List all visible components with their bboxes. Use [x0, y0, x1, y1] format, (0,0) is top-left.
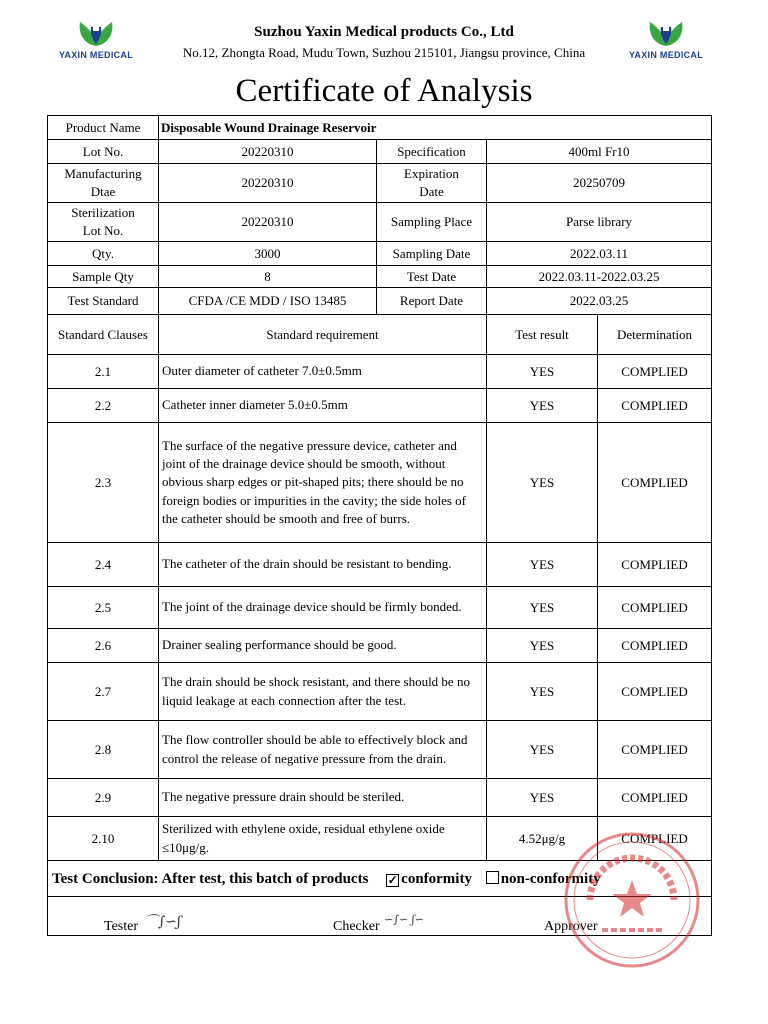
test-standard-label: Test Standard	[48, 288, 159, 315]
test-result: YES	[487, 389, 598, 423]
test-clause: 2.1	[48, 355, 159, 389]
test-standard-value: CFDA /CE MDD / ISO 13485	[159, 288, 377, 315]
sample-qty-value: 8	[159, 266, 377, 288]
report-date-value: 2022.03.25	[487, 288, 712, 315]
approver-label: Approver	[544, 919, 598, 934]
test-result: YES	[487, 779, 598, 817]
logo-text: YAXIN MEDICAL	[58, 50, 134, 60]
specification-value: 400ml Fr10	[487, 140, 712, 164]
col-header-requirement: Standard requirement	[159, 315, 487, 355]
checker-label: Checker	[333, 919, 380, 934]
tester-label: Tester	[104, 919, 139, 934]
test-determination: COMPLIED	[598, 355, 712, 389]
steril-lot-value: 20220310	[159, 203, 377, 242]
table-row	[48, 587, 712, 629]
lot-no-label: Lot No.	[48, 140, 159, 164]
info-row-product	[48, 116, 712, 140]
conclusion-row	[48, 861, 712, 897]
table-row	[48, 423, 712, 543]
test-requirement: The joint of the drainage device should be firmly bonded.	[159, 587, 487, 629]
test-determination: COMPLIED	[598, 543, 712, 587]
col-header-clause: Standard Clauses	[48, 315, 159, 355]
conformity-checkbox[interactable]: ✓	[387, 872, 398, 887]
test-determination: COMPLIED	[598, 587, 712, 629]
test-requirement: Catheter inner diameter 5.0±0.5mm	[159, 389, 487, 423]
col-header-result: Test result	[487, 315, 598, 355]
col-header-determination: Determination	[598, 315, 712, 355]
document-title: Certificate of Analysis	[235, 73, 533, 109]
conclusion-text: Test Conclusion: After test, this batch of products	[52, 870, 369, 887]
test-result: YES	[487, 355, 598, 389]
test-requirement: The surface of the negative pressure device, catheter and joint of the drainage device should be smooth, without obvious sharp edges or pit-shaped pits; there should be no foreign bodies or impurities in the cavity; the side holes of the catheter should be smooth and free of burrs.	[159, 423, 487, 543]
info-row-sample-qty	[48, 266, 712, 288]
test-determination: COMPLIED	[598, 779, 712, 817]
test-determination: COMPLIED	[598, 721, 712, 779]
info-row-qty	[48, 242, 712, 266]
signature-row	[48, 897, 712, 936]
test-clause: 2.3	[48, 423, 159, 543]
steril-lot-label: Sterilization Lot No.	[48, 203, 159, 242]
product-name-label: Product Name	[48, 116, 159, 140]
table-row	[48, 779, 712, 817]
test-date-value: 2022.03.11-2022.03.25	[487, 266, 712, 288]
conformity-label: conformity	[401, 870, 472, 887]
qty-label: Qty.	[48, 242, 159, 266]
sampling-date-value: 2022.03.11	[487, 242, 712, 266]
sampling-place-label: Sampling Place	[377, 203, 487, 242]
info-row-lot	[48, 140, 712, 164]
test-determination: COMPLIED	[598, 423, 712, 543]
test-requirement: The negative pressure drain should be steriled.	[159, 779, 487, 817]
exp-date-label: Expiration Date	[377, 164, 487, 203]
table-row	[48, 721, 712, 779]
mfg-date-value: 20220310	[159, 164, 377, 203]
test-result: YES	[487, 543, 598, 587]
exp-date-value: 20250709	[487, 164, 712, 203]
signature-area	[48, 897, 712, 936]
certificate-table	[47, 115, 712, 936]
table-row	[48, 389, 712, 423]
test-result: YES	[487, 587, 598, 629]
test-determination: COMPLIED	[598, 663, 712, 721]
sampling-date-label: Sampling Date	[377, 242, 487, 266]
sampling-place-value: Parse library	[487, 203, 712, 242]
test-clause: 2.5	[48, 587, 159, 629]
qty-value: 3000	[159, 242, 377, 266]
table-row	[48, 817, 712, 861]
product-name-value: Disposable Wound Drainage Reservoir	[159, 116, 712, 140]
test-clause: 2.10	[48, 817, 159, 861]
table-row	[48, 543, 712, 587]
test-determination: COMPLIED	[598, 817, 712, 861]
test-requirement: Outer diameter of catheter 7.0±0.5mm	[159, 355, 487, 389]
test-determination: COMPLIED	[598, 389, 712, 423]
info-row-dates	[48, 164, 712, 203]
test-requirement: Sterilized with ethylene oxide, residual ethylene oxide ≤10μg/g.	[159, 817, 487, 861]
specification-label: Specification	[377, 140, 487, 164]
test-clause: 2.4	[48, 543, 159, 587]
test-result: YES	[487, 629, 598, 663]
test-result: YES	[487, 721, 598, 779]
table-row	[48, 355, 712, 389]
tester-signature-icon: ⌒∫∽ʃ	[144, 914, 181, 930]
test-result: 4.52μg/g	[487, 817, 598, 861]
mfg-date-label: Manufacturing Dtae	[48, 164, 159, 203]
test-determination: COMPLIED	[598, 629, 712, 663]
table-row	[48, 629, 712, 663]
test-clause: 2.2	[48, 389, 159, 423]
nonconformity-label: non-conformity	[500, 870, 601, 887]
company-address: No.12, Zhongta Road, Mudu Town, Suzhou 215101, Jiangsu province, China	[182, 45, 586, 60]
checker-signature-icon: ∽∫∽ ʃ∽	[384, 913, 424, 926]
test-clause: 2.9	[48, 779, 159, 817]
test-result: YES	[487, 663, 598, 721]
tests-header-row	[48, 315, 712, 355]
report-date-label: Report Date	[377, 288, 487, 315]
test-conclusion	[48, 861, 712, 897]
logo-text: YAXIN MEDICAL	[628, 50, 704, 60]
test-requirement: The drain should be shock resistant, and there should be no liquid leakage at each connection after the test.	[159, 663, 487, 721]
table-row	[48, 663, 712, 721]
test-clause: 2.8	[48, 721, 159, 779]
test-requirement: Drainer sealing performance should be good.	[159, 629, 487, 663]
sample-qty-label: Sample Qty	[48, 266, 159, 288]
nonconformity-checkbox[interactable]	[486, 871, 499, 884]
test-rows	[48, 355, 712, 861]
lot-no-value: 20220310	[159, 140, 377, 164]
test-result: YES	[487, 423, 598, 543]
test-clause: 2.6	[48, 629, 159, 663]
test-requirement: The flow controller should be able to effectively block and control the release of negative pressure from the drain.	[159, 721, 487, 779]
company-name: Suzhou Yaxin Medical products Co., Ltd	[254, 24, 514, 40]
test-clause: 2.7	[48, 663, 159, 721]
info-row-sterilization	[48, 203, 712, 242]
info-row-standard	[48, 288, 712, 315]
test-date-label: Test Date	[377, 266, 487, 288]
test-requirement: The catheter of the drain should be resistant to bending.	[159, 543, 487, 587]
